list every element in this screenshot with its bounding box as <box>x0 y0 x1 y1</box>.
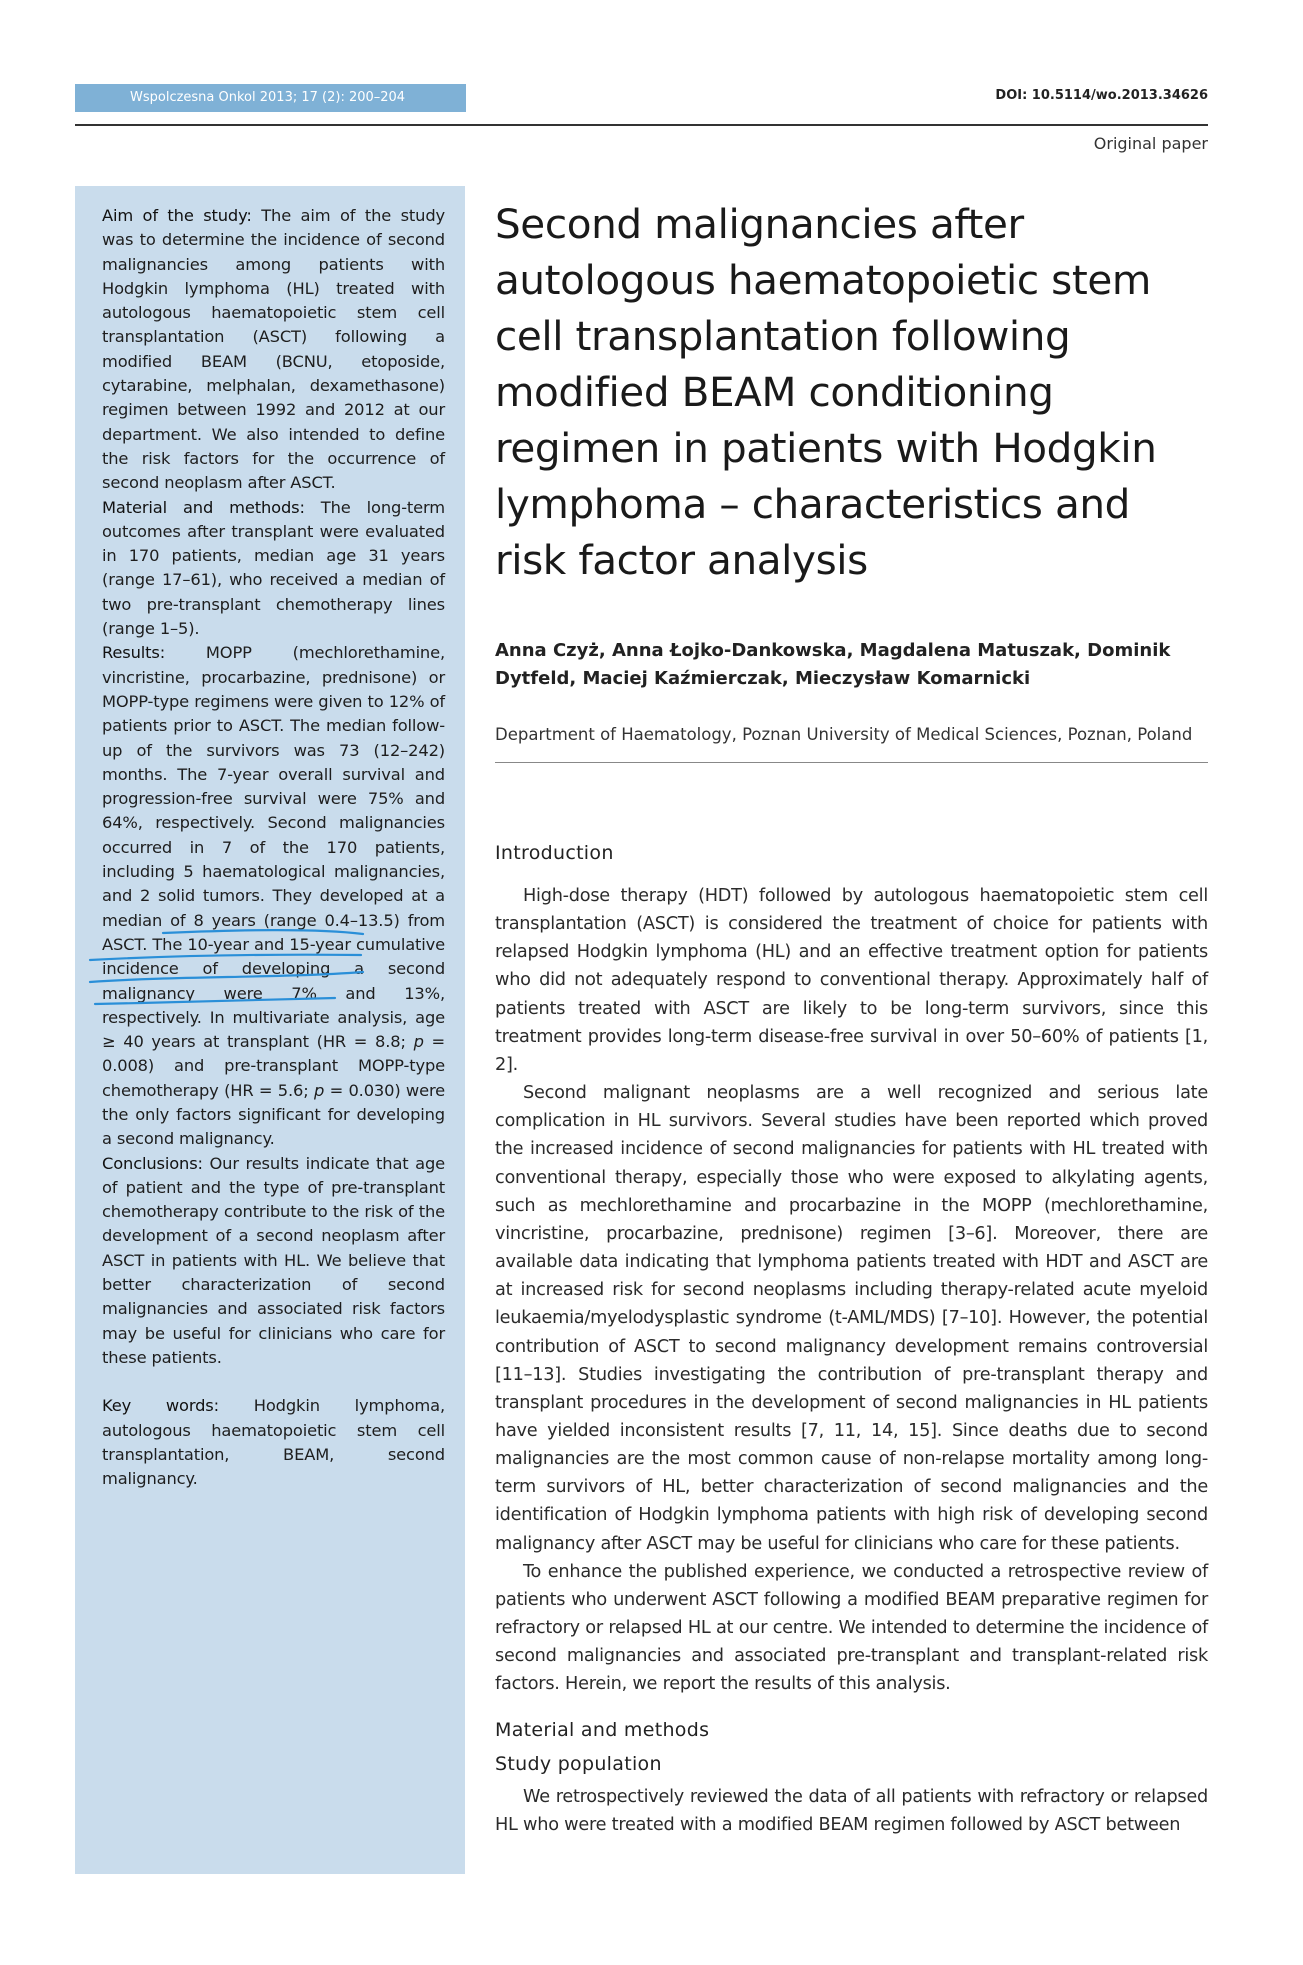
results-text-3: = 0.030) were the only factors significant for developing a second malignancy. <box>102 1080 445 1149</box>
results-text-1: MOPP (mechlorethamine, vincristine, procarbazine, prednisone) or MOPP-type regimens were given to 12% of patients prior to ASCT. The median follow-up of the survivors was 73 (12–242) months. The 7-year overall survival and progression-free survival were 75% and 64%, respectively. Second malignancies occurred in 7 of the 170 patients, including 5 haematological malignancies, and 2 solid tumors. They developed at a median of 8 years (range 0.4–13.5) from ASCT. The 10-year and 15-year cumulative incidence of developing a second malignancy were 7% and 13%, respectively. In multivariate analysis, age ≥ 40 years at transplant (HR = 8.8; <box>102 643 445 1052</box>
abstract-conclusions <box>102 1152 445 1371</box>
methods-text: The long-term outcomes after transplant were evaluated in 170 patients, median age 31 years (range 17–61), who received a median of two pre-transplant chemotherapy lines (range 1–5). <box>102 497 445 639</box>
paper-type: Original paper <box>1093 134 1208 153</box>
intro-heading: Introduction <box>495 842 614 864</box>
intro-paragraph-2: Second malignant neoplasms are a well recognized and serious late complication in HL survivors. Several studies have been reported which proved the increased incidence of second malignancies for patients with HL treated with conventional therapy, especially those who were exposed to alkylating agents, such as mechlorethamine and procarbazine in the MOPP (mechlorethamine, vincristine, procarbazine, prednisone) regimen [3–6]. Moreover, there are available data indicating that lymphoma patients treated with HDT and ASCT are at increased risk for second neoplasms including therapy-related acute myeloid leukaemia/myelodysplastic syndrome (t-AML/MDS) [7–10]. However, the potential contribution of ASCT to second malignancy development remains controversial [11–13]. Studies investigating the contribution of pre-transplant therapy and transplant procedures in the development of second malignancies in HL patients have yielded inconsistent results [7, 11, 14, 15]. Since deaths due to second malignancies are the most common cause of non-relapse mortality among long-term survivors of HL, better characterization of second malignancies and the identification of Hodgkin lymphoma patients with high risk of developing second malignancy after ASCT may be useful for clinicians who care for these patients. <box>495 1083 1208 1554</box>
methods-label: Material and methods: <box>102 497 305 517</box>
journal-citation: Wspolczesna Onkol 2013; 17 (2): 200–204 <box>130 90 406 105</box>
population-paragraph-1: We retrospectively reviewed the data of all patients with refractory or relapsed HL who were treated with a modified BEAM regimen followed by ASCT between <box>495 1786 1208 1835</box>
header-rule <box>75 124 1208 126</box>
abstract-keywords <box>102 1394 445 1491</box>
intro-paragraph-3: To enhance the published experience, we conducted a retrospective review of patients who underwent ASCT following a modified BEAM preparative regimen for refractory or relapsed HL at our centre. We intended to determine the incidence of second malignancies and associated pre-transplant and transplant-related risk factors. Herein, we report the results of this analysis. <box>495 1561 1208 1695</box>
abstract-aim <box>102 204 445 496</box>
p-symbol: p <box>313 1080 325 1100</box>
abstract-panel <box>75 186 465 1874</box>
abstract-results <box>102 641 445 1151</box>
keywords-label: Key words: <box>102 1396 219 1416</box>
affiliation: Department of Haematology, Poznan University of Medical Sciences, Poznan, Poland <box>495 725 1193 744</box>
affiliation-rule <box>495 762 1208 763</box>
author-list: Anna Czyż, Anna Łojko-Dankowska, Magdalena Matuszak, Dominik Dytfeld, Maciej Kaźmierczak, Mieczysław Komarnicki <box>495 640 1171 689</box>
journal-citation-bar <box>75 84 466 112</box>
population-heading: Study population <box>495 1752 662 1775</box>
conclusions-text: Our results indicate that age of patient and the type of pre-transplant chemotherapy contribute to the risk of the development of a second neoplasm after ASCT in patients with HL. We believe that better characterization of second malignancies and associated risk factors may be useful for clinicians who care for these patients. <box>102 1153 445 1367</box>
conclusions-label: Conclusions: <box>102 1153 203 1173</box>
article-title: Second malignancies after autologous haematopoietic stem cell transplantation following modified BEAM conditioning regimen in patients with Hodgkin lymphoma – characteristics and risk factor analysis <box>495 200 1157 584</box>
intro-paragraph-1: High-dose therapy (HDT) followed by autologous haematopoietic stem cell transplantation (ASCT) is considered the treatment of choice for patients with relapsed Hodgkin lymphoma (HL) and an effective treatment option for patients who did not adequately respond to conventional therapy. Approximately half of patients treated with ASCT are likely to be long-term survivors, since this treatment provides long-term disease-free survival in over 50–60% of patients [1, 2]. <box>495 886 1208 1075</box>
results-label: Results: <box>102 643 166 663</box>
doi[interactable]: DOI: 10.5114/wo.2013.34626 <box>995 88 1208 103</box>
abstract-methods <box>102 496 445 642</box>
aim-label: Aim of the study: <box>102 206 252 225</box>
body-column <box>495 838 1208 1839</box>
methods-heading: Material and methods <box>495 1718 710 1741</box>
results-text-2: = 0.008) and pre-transplant MOPP-type chemotherapy (HR = 5.6; <box>102 1032 445 1100</box>
aim-text: The aim of the study was to determine the incidence of second malignancies among patients with Hodgkin lymphoma (HL) treated with autologous haematopoietic stem cell transplantation (ASCT) following a modified BEAM (BCNU, etoposide, cytarabine, melphalan, dexamethasone) regimen between 1992 and 2012 at our department. We also intended to define the risk factors for the occurrence of second neoplasm after ASCT. <box>102 206 445 493</box>
p-symbol: p <box>413 1032 424 1052</box>
keywords-text: Hodgkin lymphoma, autologous haematopoietic stem cell transplantation, BEAM, second malignancy. <box>102 1396 445 1489</box>
